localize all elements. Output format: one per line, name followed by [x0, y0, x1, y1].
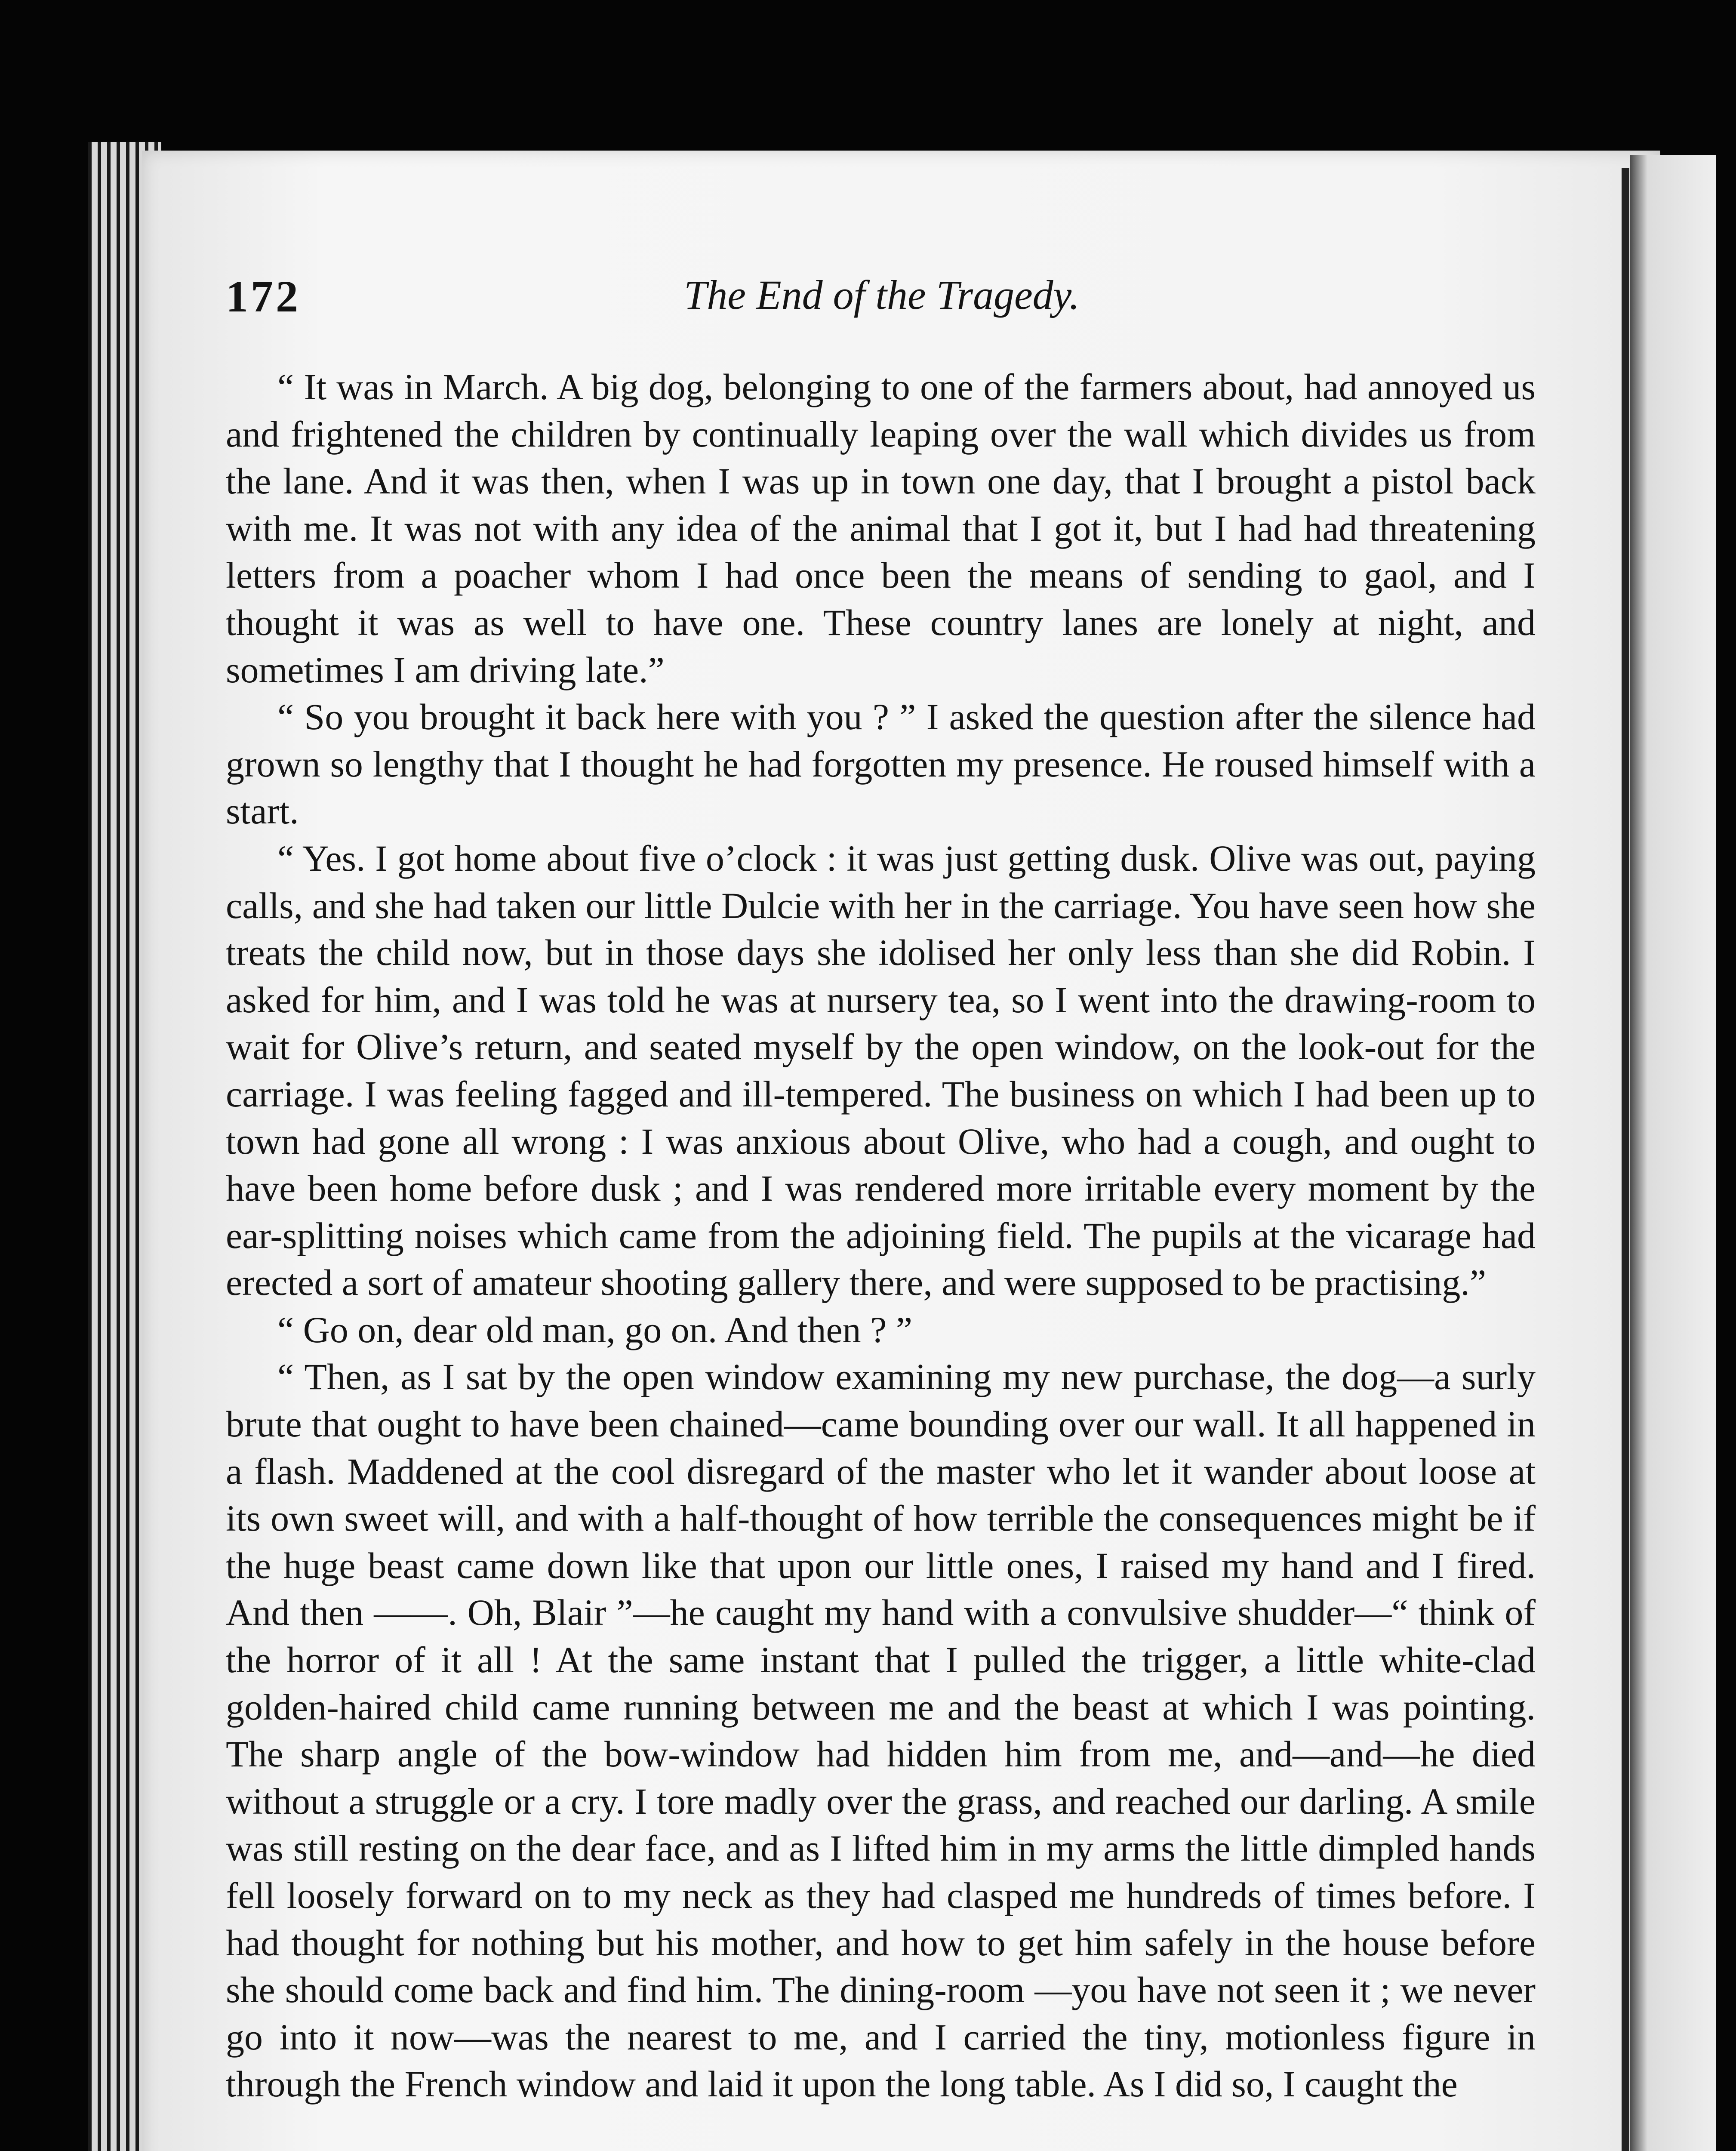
paragraph-3: “ Yes. I got home about five o’clock : it was just getting dusk. Olive was out, paying calls, and she had taken our little Dulcie with her in the carriage. You have seen how she treats the child now, but in those days she idolised her only less than she did Robin. I asked for him, and I was told he was at nursery tea, so I went into the drawing-room to wait for Olive’s return, and seated myself by the open window, on the look-out for the carriage. I was feeling fagged and ill-tempered. The business on which I had been up to town had gone all wrong : I was anxious about Olive, who had a cough, and ought to have been home before dusk ; and I was rendered more irritable every moment by the ear-splitting noises which came from the adjoining field. The pupils at the vicarage had erected a sort of amateur shooting gallery there, and were supposed to be practising.”: [226, 837, 1536, 1304]
page-header: [226, 271, 1538, 336]
paragraph-1: “ It was in March. A big dog, belonging to one of the farmers about, had annoyed us and frightened the children by continually leaping over the wall which divides us from the lane. And it was then, when I was up in town one day, that I brought a pistol back with me. It was not with any idea of the animal that I got it, but I had had threatening letters from a poacher whom I had once been the means of sending to gaol, and I thought it was as well to have one. These country lanes are lonely at night, and sometimes I am driving late.”: [226, 366, 1536, 690]
book-spine-shadow: [1622, 168, 1629, 2151]
paragraph-2: “ So you brought it back here with you ? ” I asked the question after the silence had grown so lengthy that I thought he had forgotten my presence. He roused himself with a start.: [226, 696, 1536, 832]
page-number: 172: [226, 272, 301, 321]
paragraph-4: “ Go on, dear old man, go on. And then ? ”: [277, 1309, 912, 1350]
running-head: The End of the Tragedy.: [684, 272, 1080, 318]
paragraph-5: “ Then, as I sat by the open window examining my new purchase, the dog—a surly brute that ought to have been chained—came bounding over our wall. It all happened in a flash. Maddened at the cool disregard of the master who let it wander about loose at its own sweet will, and with a half-thought of how terrible the consequences might be if the huge beast came down like that upon our little ones, I raised my hand and I fired. And then ——. Oh, Blair ”—he caught my hand with a convulsive shudder—“ think of the horror of it all ! At the same instant that I pulled the trigger, a little white-clad golden-haired child came running between me and the beast at which I was pointing. The sharp angle of the bow-window had hidden him from me, and—and—he died without a struggle or a cry. I tore madly over the grass, and reached our darling. A smile was still resting on the dear face, and as I lifted him in my arms the little dimpled hands fell loosely forward on to my neck as they had clasped me hundreds of times before. I had thought for nothing but his mother, and how to get him safely in the house before she should come back and find him. The dining-room —you have not seen it ; we never go into it now—was the nearest to me, and I carried the tiny, motionless figure in through the French window and laid it upon the long table. As I did so, I caught the: [226, 1356, 1536, 2105]
facing-page-edge: [1630, 155, 1716, 2151]
body-text: [226, 364, 1536, 2108]
